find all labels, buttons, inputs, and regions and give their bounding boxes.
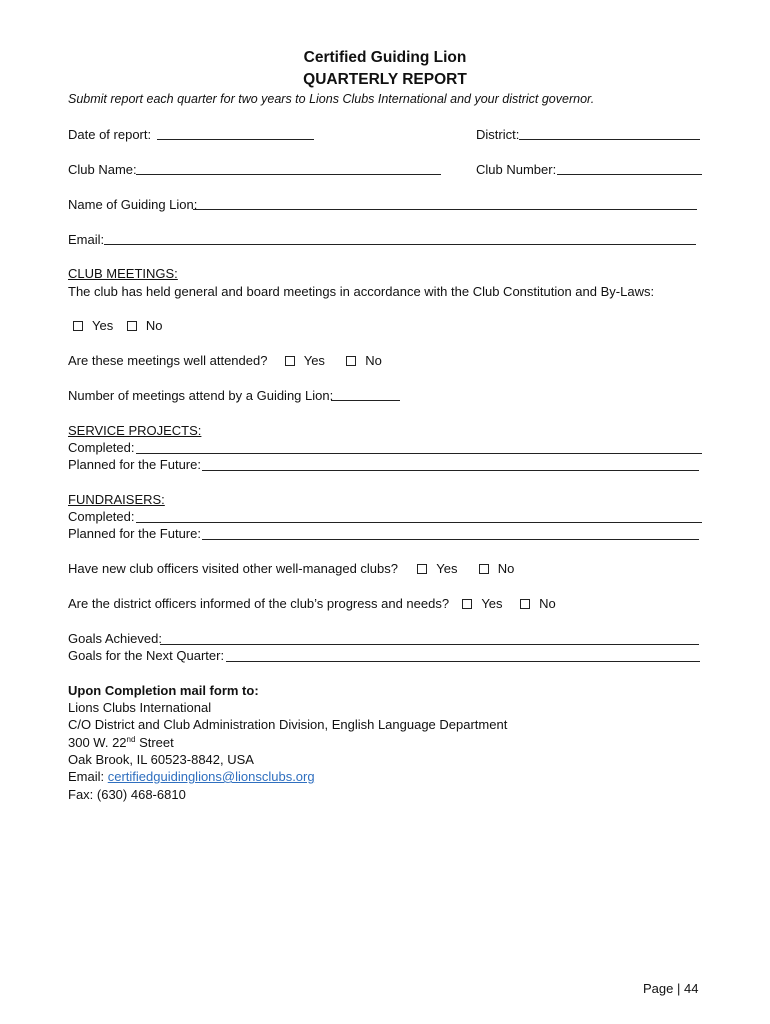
meetings-held-yes-checkbox[interactable] (73, 321, 83, 331)
guiding-lion-field[interactable] (193, 209, 697, 210)
no-label: No (145, 318, 163, 333)
fundraisers-completed-label: Completed: (68, 509, 135, 524)
goals-next-label: Goals for the Next Quarter: (68, 648, 225, 663)
no-label: No (365, 353, 382, 368)
service-planned-label: Planned for the Future: (68, 457, 201, 472)
no-label: No (539, 596, 556, 611)
district-informed-row (68, 595, 566, 613)
mailing-fax: Fax: (630) 468-6810 (68, 787, 186, 802)
mailing-org: Lions Clubs International (68, 700, 212, 715)
email-label: Email: (68, 232, 105, 247)
club-number-field[interactable] (557, 174, 702, 175)
mailing-city: Oak Brook, IL 60523-8842, USA (68, 752, 254, 767)
meetings-count-field[interactable] (331, 400, 400, 401)
fundraisers-planned-field[interactable] (202, 539, 699, 540)
club-meetings-heading: CLUB MEETINGS: (68, 266, 178, 281)
fundraisers-heading: FUNDRAISERS: (68, 492, 165, 507)
mailing-email-link[interactable]: certifiedguidinglions@lionsclubs.org (107, 769, 315, 784)
club-number-label: Club Number: (476, 162, 557, 177)
guiding-lion-label: Name of Guiding Lion: (68, 197, 198, 212)
officers-visited-row (68, 560, 524, 578)
email-field[interactable] (104, 244, 696, 245)
yes-label: Yes (436, 561, 458, 576)
district-label: District: (476, 127, 520, 142)
service-projects-heading: SERVICE PROJECTS: (68, 423, 202, 438)
service-completed-label: Completed: (68, 440, 135, 455)
club-name-field[interactable] (136, 174, 441, 175)
officers-visited-question: Have new club officers visited other well-managed clubs? (68, 561, 398, 576)
yes-label: Yes (303, 353, 325, 368)
mailing-heading: Upon Completion mail form to: (68, 683, 259, 698)
meetings-held-options (73, 317, 172, 335)
goals-achieved-label: Goals Achieved: (68, 631, 162, 646)
fundraisers-completed-field[interactable] (136, 522, 702, 523)
officers-visited-yes-checkbox[interactable] (417, 564, 427, 574)
district-informed-yes-checkbox[interactable] (462, 599, 472, 609)
yes-label: Yes (481, 596, 503, 611)
mailing-email-row (68, 768, 315, 786)
service-completed-field[interactable] (136, 453, 702, 454)
date-of-report-label: Date of report: (68, 127, 152, 142)
club-meetings-statement: The club has held general and board meetings in accordance with the Club Constitution and By-Laws: (68, 284, 655, 299)
instructions: Submit report each quarter for two years to Lions Clubs International and your district governor. (68, 92, 595, 106)
district-field[interactable] (519, 139, 700, 140)
officers-visited-no-checkbox[interactable] (479, 564, 489, 574)
meetings-count-label: Number of meetings attend by a Guiding Lion: (68, 388, 334, 403)
club-name-label: Club Name: (68, 162, 137, 177)
meetings-attended-row (68, 352, 392, 370)
goals-next-field[interactable] (226, 661, 700, 662)
page-number: Page | 44 (643, 981, 699, 996)
meetings-attended-yes-checkbox[interactable] (285, 356, 295, 366)
district-informed-no-checkbox[interactable] (520, 599, 530, 609)
page-title: Certified Guiding Lion (303, 49, 467, 66)
fundraisers-planned-label: Planned for the Future: (68, 526, 201, 541)
mailing-co: C/O District and Club Administration Division, English Language Department (68, 717, 508, 732)
no-label: No (497, 561, 515, 576)
district-informed-question: Are the district officers informed of the club’s progress and needs? (68, 596, 450, 611)
service-planned-field[interactable] (202, 470, 699, 471)
page-subtitle: QUARTERLY REPORT (303, 71, 467, 88)
mailing-street: 300 W. 22nd Street (68, 735, 174, 750)
meetings-held-no-checkbox[interactable] (127, 321, 137, 331)
mailing-email-label: Email: (68, 769, 108, 784)
date-of-report-field[interactable] (157, 139, 314, 140)
meetings-attended-question: Are these meetings well attended? (68, 353, 268, 368)
goals-achieved-field[interactable] (160, 644, 699, 645)
yes-label: Yes (92, 318, 114, 333)
meetings-attended-no-checkbox[interactable] (346, 356, 356, 366)
